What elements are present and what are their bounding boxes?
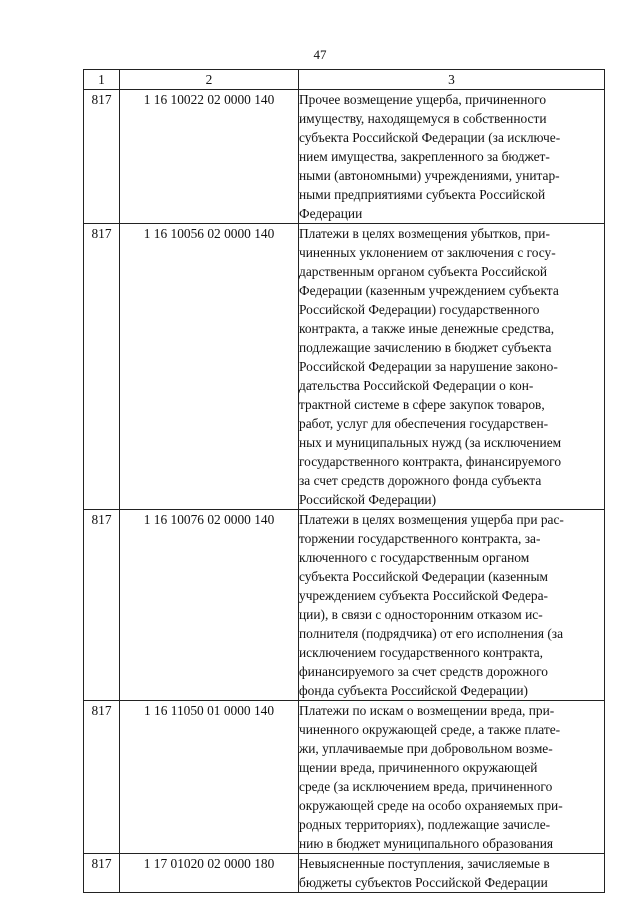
description-line: исключением государственного контракта, [299,645,544,660]
table-row [84,701,605,854]
description-line: Российской Федерации) государственного [299,302,540,317]
description-line: чиненных уклонением от заключения с госу- [299,245,556,260]
description-line: нием имущества, закрепленного за бюджет- [299,149,550,164]
description-line: работ, услуг для обеспечения государствен- [299,416,549,431]
table-header-row [84,70,605,90]
budget-code-cell: 1 17 01020 02 0000 180 [120,854,299,893]
admin-code-cell: 817 [84,854,120,893]
description-line: учреждением субъекта Российской Федера- [299,588,548,603]
description-line: бюджеты субъектов Российской Федерации [299,875,548,890]
column-header-2: 2 [120,70,299,90]
description-line: окружающей среде на особо охраняемых при- [299,798,563,813]
table-row [84,510,605,701]
admin-code-cell: 817 [84,701,120,854]
description-line: трактной системе в сфере закупок товаров, [299,397,545,412]
description-line: Прочее возмещение ущерба, причиненного [299,92,547,107]
description-line: государственного контракта, финансируемого [299,454,562,469]
description-line: фонда субъекта Российской Федерации) [299,683,528,698]
description-line: Невыясненные поступления, зачисляемые в [299,856,550,871]
budget-code-cell: 1 16 11050 01 0000 140 [120,701,299,854]
budget-code-cell: 1 16 10022 02 0000 140 [120,90,299,224]
description-line: ных и муниципальных нужд (за исключением [299,435,562,450]
description-line: Платежи по искам о возмещении вреда, при- [299,703,555,718]
description-line: ными (автономными) учреждениями, унитар- [299,168,560,183]
description-line: подлежащие зачислению в бюджет субъекта [299,340,552,355]
description-line: за счет средств дорожного фонда субъекта [299,473,542,488]
admin-code-cell: 817 [84,90,120,224]
description-cell [299,854,605,893]
description-line: ключенного с государственным органом [299,550,530,565]
table-row [84,854,605,893]
description-line: Федерации (казенным учреждением субъекта [299,283,559,298]
description-line: щении вреда, причиненного окружающей [299,760,538,775]
income-codes-table [83,69,605,893]
description-line: жи, уплачиваемые при добровольном возме- [299,741,553,756]
description-line: контракта, а также иные денежные средства, [299,321,555,336]
description-line: торжении государственного контракта, за- [299,531,541,546]
description-line: дарственным органом субъекта Российской [299,264,548,279]
description-line: нию в бюджет муниципального образования [299,836,554,851]
description-cell [299,510,605,701]
description-line: полнителя (подрядчика) от его исполнения (за [299,626,564,641]
description-line: имуществу, находящемуся в собственности [299,111,547,126]
column-header-3: 3 [299,70,605,90]
description-cell [299,224,605,510]
description-line: субъекта Российской Федерации (за исключе- [299,130,561,145]
description-line: среде (за исключением вреда, причиненного [299,779,553,794]
page-number: 47 [313,47,327,62]
description-line: ции), в связи с односторонним отказом ис- [299,607,543,622]
description-line: родных территориях), подлежащие зачисле- [299,817,551,832]
budget-code-cell: 1 16 10076 02 0000 140 [120,510,299,701]
description-line: финансируемого за счет средств дорожного [299,664,548,679]
budget-code-cell: 1 16 10056 02 0000 140 [120,224,299,510]
description-line: субъекта Российской Федерации (казенным [299,569,548,584]
table-row [84,90,605,224]
admin-code-cell: 817 [84,224,120,510]
description-cell [299,701,605,854]
description-line: ными предприятиями субъекта Российской [299,187,546,202]
description-line: чиненного окружающей среде, а также плате- [299,722,561,737]
description-cell [299,90,605,224]
description-line: Платежи в целях возмещения ущерба при рас- [299,512,564,527]
description-line: дательства Российской Федерации о кон- [299,378,534,393]
description-line: Российской Федерации за нарушение законо- [299,359,558,374]
column-header-1: 1 [84,70,120,90]
table-row [84,224,605,510]
description-line: Федерации [299,206,363,221]
description-line: Платежи в целях возмещения убытков, при- [299,226,550,241]
description-line: Российской Федерации) [299,492,437,507]
admin-code-cell: 817 [84,510,120,701]
